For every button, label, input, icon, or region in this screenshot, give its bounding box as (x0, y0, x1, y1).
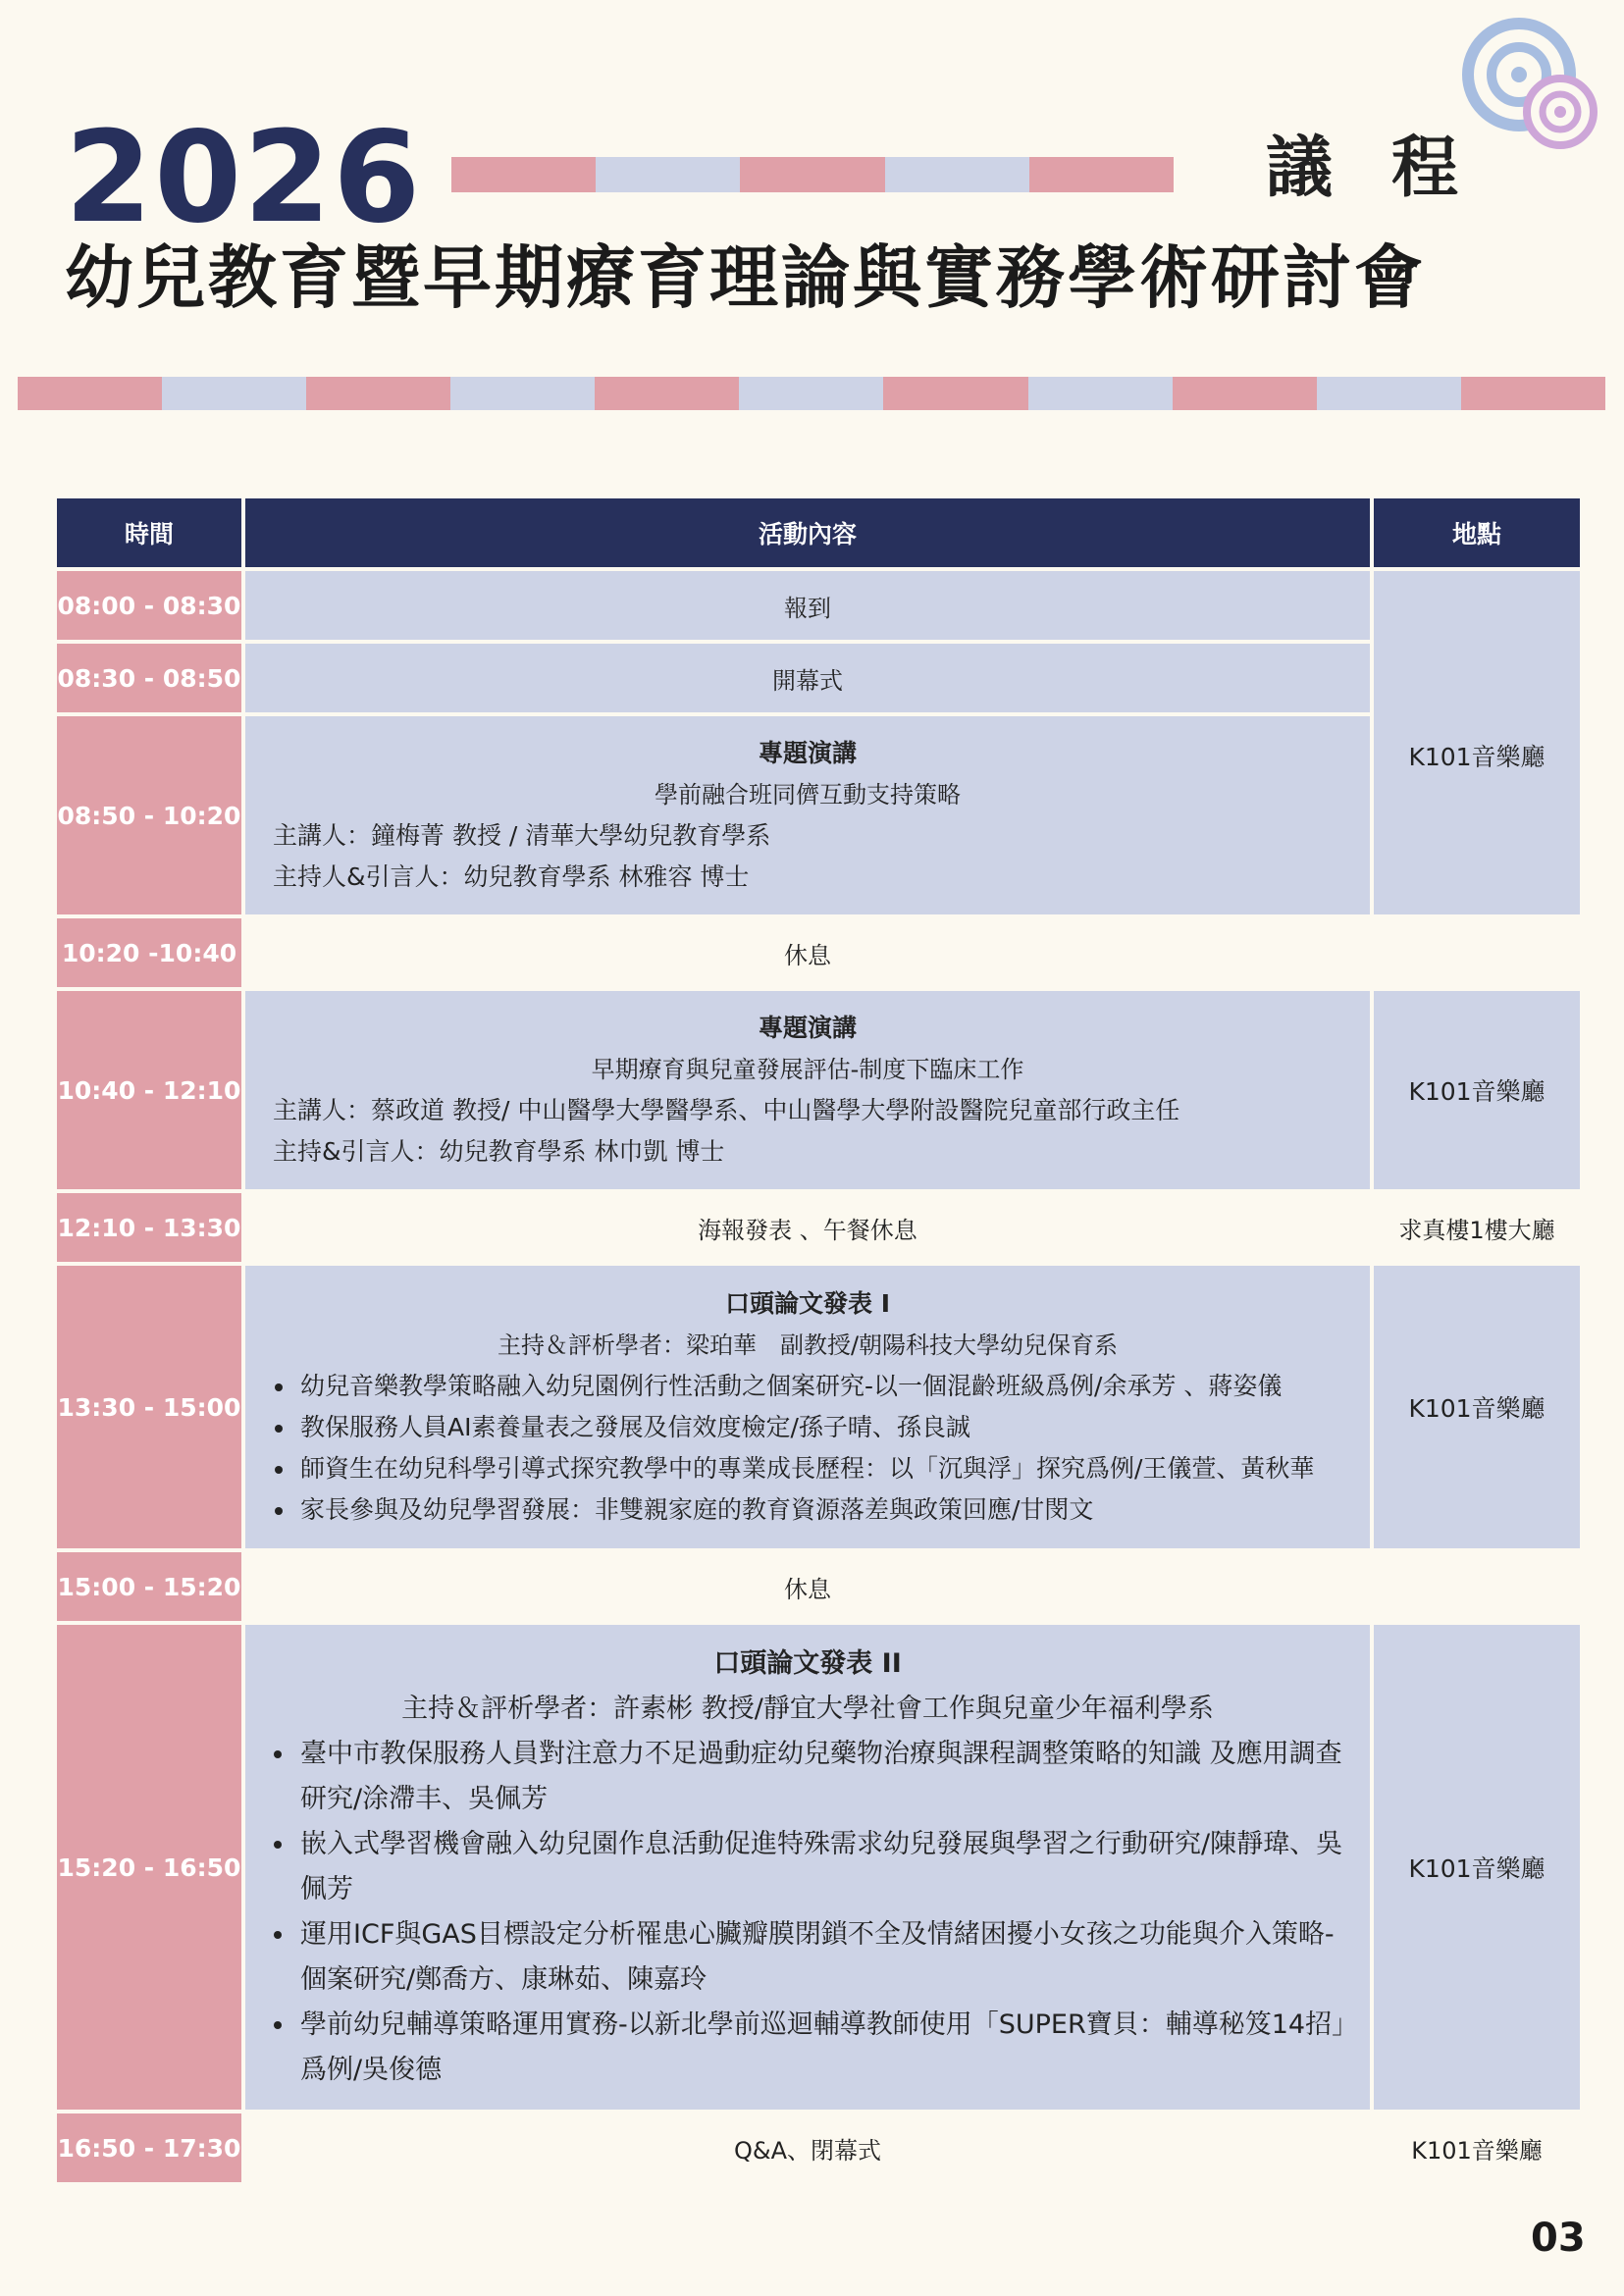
keynote-session (245, 716, 1370, 914)
row-time: 13:30 - 15:00 (57, 1266, 241, 1548)
row-time: 10:40 - 12:10 (57, 991, 241, 1189)
list-item: • 教保服務人員AI素養量表之發展及信效度檢定/孫子晴、孫良誠 (296, 1407, 1360, 1448)
row-location: K101音樂廳 (1374, 1625, 1580, 2110)
list-item: • 家長參與及幼兒學習發展：非雙親家庭的教育資源落差與政策回應/甘閔文 (296, 1489, 1360, 1531)
agenda-table (53, 495, 1584, 2186)
decorative-stripe-top (451, 157, 1174, 192)
row-location (1374, 571, 1580, 914)
table-row (57, 918, 1580, 987)
target-circles-icon (1462, 18, 1599, 151)
row-time: 15:20 - 16:50 (57, 1625, 241, 2110)
row-activity: 報到 (245, 571, 1370, 640)
row-time: 10:20 -10:40 (57, 918, 241, 987)
list-item: • 嵌入式學習機會融入幼兒園作息活動促進特殊需求幼兒發展與學習之行動研究/陳靜瑋、吳佩芳 (296, 1822, 1360, 1912)
row-activity: 開幕式 (245, 644, 1370, 712)
session-speaker: 主講人：鐘梅菁 教授 / 清華大學幼兒教育學系 (273, 821, 771, 850)
paper-session (245, 1266, 1370, 1548)
session-title: 口頭論文發表 I (724, 1289, 890, 1318)
paper-session (245, 1625, 1370, 2110)
session-title: 專題演講 (758, 739, 857, 767)
row-time: 12:10 - 13:30 (57, 1193, 241, 1262)
row-activity: 海報發表 、午餐休息 (698, 1216, 917, 1244)
session-topic: 早期療育與兒童發展評估-制度下臨床工作 (591, 1056, 1024, 1083)
conference-title: 幼兒教育暨早期療育理論與實務學術研討會 (65, 237, 1426, 318)
row-location: K101音樂廳 (1411, 2136, 1543, 2165)
row-time: 08:50 - 10:20 (57, 716, 241, 914)
session-host: 主持＆評析學者：梁珀華 副教授/朝陽科技大學幼兒保育系 (497, 1331, 1119, 1359)
row-activity: 休息 (784, 1575, 831, 1603)
agenda-label: 議程 (1266, 130, 1518, 207)
session-speaker: 主講人：蔡政道 教授/ 中山醫學大學醫學系、中山醫學大學附設醫院兒童部行政主任 (273, 1096, 1180, 1124)
session-host: 主持&引言人：幼兒教育學系 林巾凱 博士 (273, 1137, 725, 1166)
page-number: 03 (1531, 2216, 1586, 2261)
header-time: 時間 (57, 498, 241, 567)
row-time: 08:30 - 08:50 (57, 644, 241, 712)
table-row (57, 716, 1580, 914)
paper-list (245, 1732, 1370, 2093)
list-item: • 學前幼兒輔導策略運用實務-以新北學前巡迴輔導教師使用「SUPER寶貝：輔導秘笈14招」爲例/吳俊德 (296, 2003, 1360, 2093)
row-activity: 休息 (784, 941, 831, 969)
session-host: 主持＆評析學者：許素彬 教授/靜宜大學社會工作與兒童少年福利學系 (401, 1694, 1214, 1724)
session-host: 主持人&引言人：幼兒教育學系 林雅容 博士 (273, 862, 750, 891)
table-row (57, 991, 1580, 1189)
row-location: K101音樂廳 (1374, 1266, 1580, 1548)
paper-list (245, 1366, 1370, 1531)
list-item: • 運用ICF與GAS目標設定分析罹患心臟瓣膜閉鎖不全及情緒困擾小女孩之功能與介入策略-個案研究/鄭喬方、康琳茹、陳嘉玲 (296, 1912, 1360, 2003)
location-text: K101音樂廳 (1408, 743, 1545, 771)
row-location: 求真樓1樓大廳 (1398, 1216, 1555, 1244)
list-item: • 臺中市教保服務人員對注意力不足過動症幼兒藥物治療與課程調整策略的知識 及應用調查研究/涂滯丰、吳佩芳 (296, 1732, 1360, 1822)
table-row (57, 644, 1580, 712)
conference-year: 2026 (65, 105, 423, 251)
list-item: • 幼兒音樂教學策略融入幼兒園例行性活動之個案研究-以一個混齡班級爲例/余承芳 、蔣姿儀 (296, 1366, 1360, 1407)
row-location (1374, 918, 1580, 987)
row-location: K101音樂廳 (1374, 991, 1580, 1189)
row-time: 15:00 - 15:20 (57, 1552, 241, 1621)
table-row (57, 1552, 1580, 1621)
decorative-stripe-bottom (18, 377, 1605, 410)
table-row (57, 1266, 1580, 1548)
row-time: 08:00 - 08:30 (57, 571, 241, 640)
table-header-row (57, 498, 1580, 567)
table-row (57, 1625, 1580, 2110)
table-row (57, 1193, 1580, 1262)
row-time: 16:50 - 17:30 (57, 2113, 241, 2182)
table-row (57, 571, 1580, 640)
session-title: 口頭論文發表 II (713, 1648, 902, 1679)
row-activity: Q&A、閉幕式 (733, 2136, 882, 2165)
row-location (1374, 1552, 1580, 1621)
session-topic: 學前融合班同儕互動支持策略 (655, 781, 961, 809)
session-title: 專題演講 (758, 1014, 857, 1042)
table-row (57, 2113, 1580, 2182)
list-item: • 師資生在幼兒科學引導式探究教學中的專業成長歷程：以「沉與浮」探究爲例/王儀萱、黃秋華 (296, 1448, 1360, 1489)
header-location: 地點 (1374, 498, 1580, 567)
keynote-session (245, 991, 1370, 1189)
header-activity: 活動內容 (245, 498, 1370, 567)
